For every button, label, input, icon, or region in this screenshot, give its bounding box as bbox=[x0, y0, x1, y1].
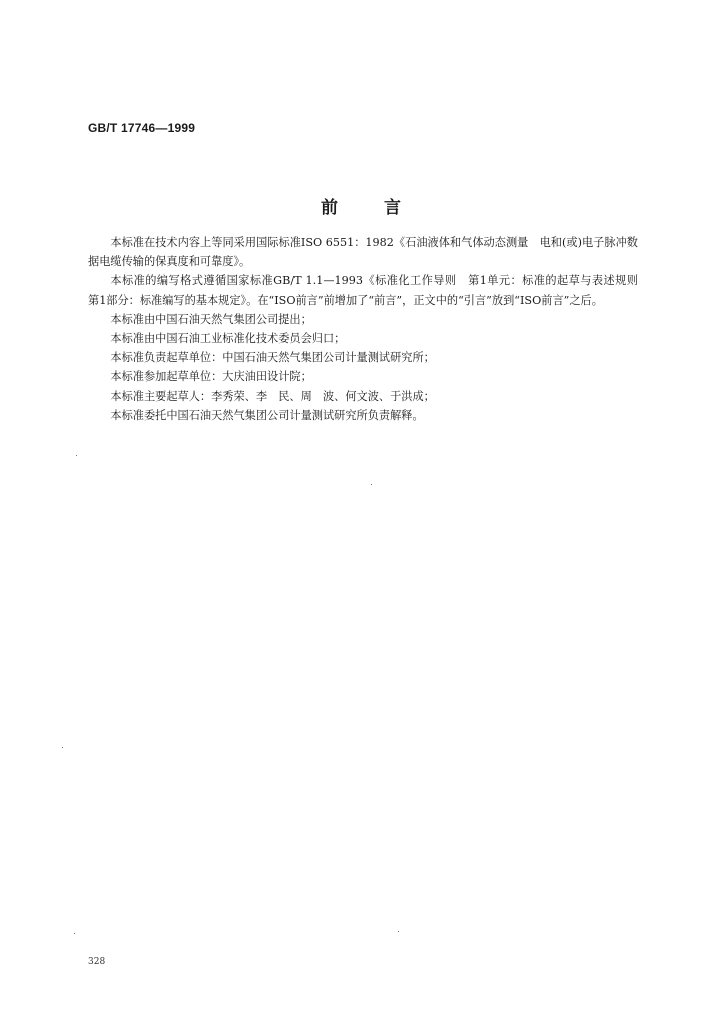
scan-speck bbox=[74, 933, 75, 934]
title-char-2: 言 bbox=[384, 198, 401, 218]
paragraph-centralized: 本标准由中国石油工业标准化技术委员会归口； bbox=[110, 332, 346, 346]
paragraph-interpretation: 本标准委托中国石油天然气集团公司计量测试研究所负责解释。 bbox=[110, 408, 424, 422]
page-number: 328 bbox=[88, 957, 106, 967]
paragraph-drafters: 本标准主要起草人：李秀荣、李 民、周 波、何文波、于洪成； bbox=[110, 389, 435, 403]
paragraph-proposer: 本标准由中国石油天然气集团公司提出； bbox=[110, 312, 312, 326]
standard-code: GB/T 17746—1999 bbox=[88, 121, 196, 135]
paragraph-format: 本标准的编写格式遵循国家标准GB/T 1.1—1993《标准化工作导则 第1单元：标准的起草与表述规则 第1部分：标准编写的基本规定》。在“ISO前言”前增加了“前言”，正文中的“引言”放到“ISO前言”之后。 bbox=[88, 274, 650, 307]
foreword-body bbox=[88, 233, 650, 425]
paragraph-adoption: 本标准在技术内容上等同采用国际标准ISO 6551：1982《石油液体和气体动态测量 电和(或)电子脉冲数据电缆传输的保真度和可靠度》。 bbox=[88, 236, 638, 269]
page-title bbox=[0, 193, 722, 218]
scan-speck bbox=[398, 931, 399, 932]
scan-speck bbox=[62, 747, 63, 748]
scan-speck bbox=[371, 484, 372, 485]
paragraph-participating-unit: 本标准参加起草单位：大庆油田设计院； bbox=[110, 370, 312, 384]
title-char-1: 前 bbox=[321, 198, 338, 218]
paragraph-drafting-unit: 本标准负责起草单位：中国石油天然气集团公司计量测试研究所； bbox=[110, 351, 435, 365]
scan-speck bbox=[76, 455, 77, 456]
